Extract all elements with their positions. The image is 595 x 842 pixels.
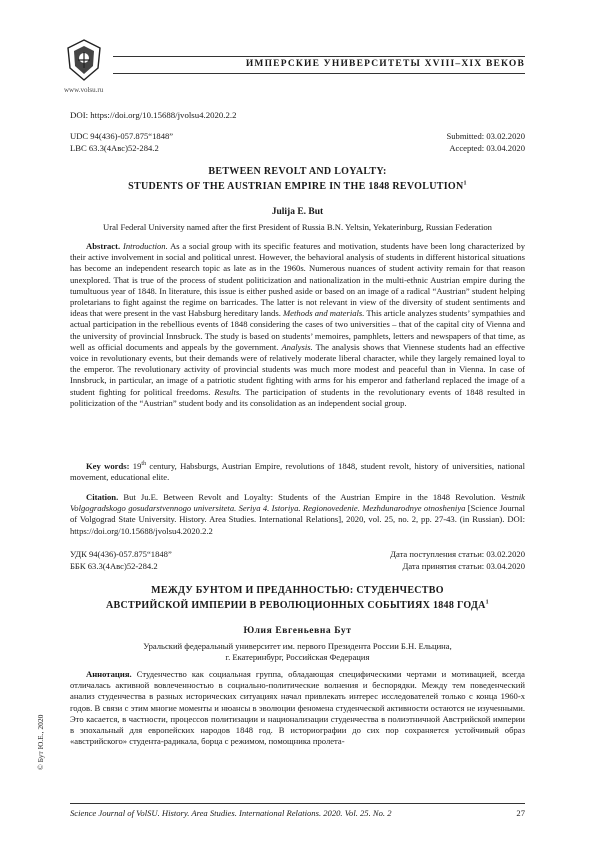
abstract-label-ru: Аннотация.: [86, 669, 132, 679]
abstract-en: Abstract. Introduction. As a social group with its specific features and motivation, students have been long characterized by their active involvement in social and political unrest. However, the behavioral analysis of students in different historical situations has become an independent research topic as late as in the 1960s. Numerous nuances of student activity remain for that reason unexplored. That is true of the process of student politicization and nationalization in the multi-ethnic Austrian empire during the tumultuous year of 1848. In literature, this issue is either pushed aside or based on an image of a radical “Austrian” student helping proletarians to fight against the regime on barricades. The latter is not relevant in view of the diversity of student sentiments and ideas that were present in the vast Habsburg hereditary lands. Methods and materials. This article analyzes students’ sympathies and actual participation in the rebellious events of 1848 considering the cases of two universities – that of the capital city of Vienna and the university of provincial Innsbruck. The study is based on students’ memoires, pamphlets, letters and newspapers of that time, as well as official documents and appeals by the government. Analysis. The analysis shows that Viennese students had an effective voice in revolutionary events, but their demands were of relatively moderate liberal character, while they largely remained loyal to the emperor. The revolutionary activity of provincial students was much more modest and peaceful than in Vienna. In case of Innsbruck, in particular, an image of a patriotic student fighting with arms for his emperor and fatherland replaced the image of a student fighting for political freedoms. Results. The participation of students in the revolutionary events of 1848 resulted in politicization of the “Austrian” student body and its consolidation as an independent social group.: [70, 241, 525, 408]
accepted-date: Accepted: 03.04.2020: [449, 143, 525, 153]
footnote-marker: 1: [463, 180, 467, 187]
bbk-code: ББК 63.3(4Авс)52-284.2: [70, 561, 158, 571]
keywords-en: Key words: 19th century, Habsburgs, Austrian Empire, revolutions of 1848, student revolt, history of universities, national movement, educational elite.: [70, 461, 525, 483]
analysis-label: Analysis.: [281, 341, 313, 352]
article-title-en-line1: BETWEEN REVOLT AND LOYALTY:: [208, 166, 387, 177]
header-rule: [113, 73, 525, 74]
keywords-label: Key words:: [86, 461, 130, 471]
abstract-label: Abstract.: [86, 241, 121, 251]
doi[interactable]: DOI: https://doi.org/10.15688/jvolsu4.2020.2.2: [70, 110, 237, 120]
article-title-ru-line2: АВСТРИЙСКОЙ ИМПЕРИИ В РЕВОЛЮЦИОННЫХ СОБЫТИЯХ 1848 ГОДА$^1$: [106, 599, 489, 611]
affiliation-ru-line1: Уральский федеральный университет им. первого Президента России Б.Н. Ельцина,: [143, 641, 452, 651]
lbc-code: LBC 63.3(4Авс)52-284.2: [70, 143, 159, 153]
results-label: Results.: [214, 386, 242, 397]
submitted-date: Submitted: 03.02.2020: [446, 131, 525, 141]
abstract-ru: Аннотация. Студенчество как социальная группа, обладающая специфическими чертами и мотивацией, всегда отличалась активной вовлеченностью в социально-политические волнения и беспорядки. Между тем поведенческий анализ студенчества в разных исторических ситуациях начал привлекать интерес исследователей только с конца 1960-х годов. В связи с этим многие моменты и нюансы в эволюции феномена студенческой активности остаются не изученными. Это касается, в частности, процессов политизации и национализации студенчества в полиэтничной Австрийской империи в эпохальный для европейских народов 1848 год. В историографии до сих пор сохраняется устойчивый образ «австрийского» студента-радикала, борца с режимом, помощника пролета-: [70, 669, 525, 747]
author-name-en: Julija E. But: [271, 207, 324, 217]
page-number: 27: [516, 808, 525, 818]
running-title: ИМПЕРСКИЕ УНИВЕРСИТЕТЫ XVIII–XIX ВЕКОВ: [245, 59, 525, 69]
affiliation-en: Ural Federal University named after the first President of Russia B.N. Yeltsin, Yekaterinburg, Russian Federation: [103, 222, 492, 232]
intro-label: Introduction.: [122, 241, 168, 251]
citation-label: Citation.: [86, 492, 119, 502]
university-crest-icon: [64, 38, 104, 82]
site-url[interactable]: www.volsu.ru: [64, 86, 104, 94]
article-title-en-line2: STUDENTS OF THE AUSTRIAN EMPIRE IN THE 1848 REVOLUTION$^1$: [128, 180, 467, 192]
udc-code: UDC 94(436)-057.875“1848”: [70, 131, 174, 141]
accepted-date-ru: Дата принятия статьи: 03.04.2020: [402, 561, 525, 571]
header-rule: [113, 56, 525, 57]
article-title-ru-line1: МЕЖДУ БУНТОМ И ПРЕДАННОСТЬЮ: СТУДЕНЧЕСТВО: [151, 585, 444, 596]
citation-en: Citation. But Ju.E. Between Revolt and Loyalty: Students of the Austrian Empire in the 1848 Revolution. Vestnik Volgogradskogo gosudarstvennogo universiteta. Seriya 4. Istoriya. Regionovedenie. Mezhdunarodnye otnosheniya [Science Journal of Volgograd State University. History. Area Studies. International Relations], 2020, vol. 25, no. 2, pp. 27-43. (in Russian). DOI: https://doi.org/10.15688/jvolsu4.2020.2.2: [70, 492, 525, 536]
footer-rule: [70, 803, 525, 804]
methods-label: Methods and materials.: [283, 308, 365, 319]
journal-transliteration: Vestnik Volgogradskogo gosudarstvennogo universiteta. Seriya 4. Istoriya. Regionovedenie. Mezhdunarodnye otnosheniya: [70, 492, 525, 514]
footnote-marker: 1: [485, 599, 489, 606]
journal-footer: Science Journal of VolSU. History. Area Studies. International Relations. 2020. Vol. 25. No. 2: [70, 808, 392, 818]
affiliation-ru-line2: г. Екатеринбург, Российская Федерация: [225, 652, 370, 662]
submitted-date-ru: Дата поступления статьи: 03.02.2020: [390, 549, 525, 559]
author-name-ru: Юлия Евгеньевна Бут: [243, 626, 352, 636]
udk-code: УДК 94(436)-057.875“1848”: [70, 549, 172, 559]
copyright-notice: © Бут Ю.Е., 2020: [36, 714, 45, 770]
